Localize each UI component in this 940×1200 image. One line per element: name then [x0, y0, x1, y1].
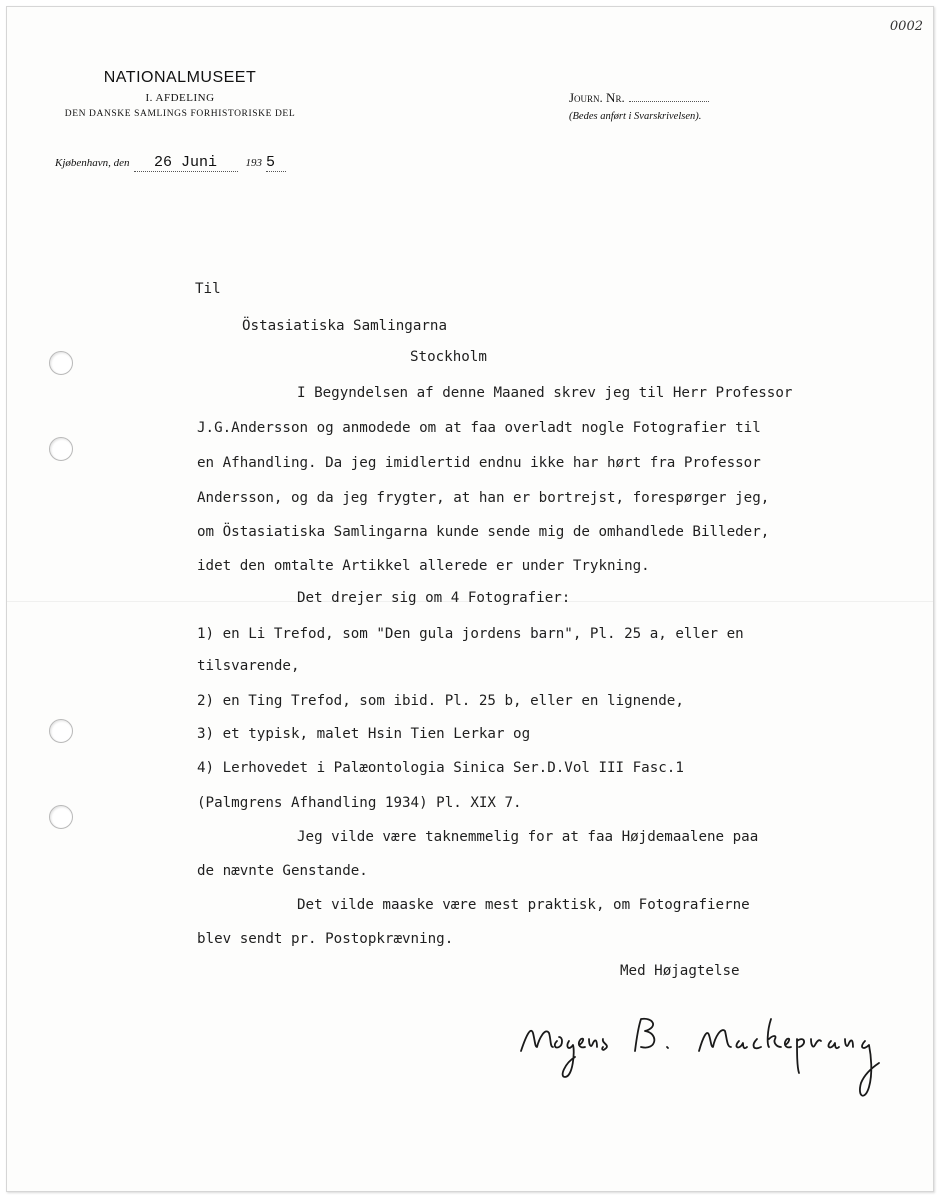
punch-hole — [49, 719, 73, 743]
journal-label: Journ. Nr. — [569, 90, 625, 105]
page-number: 0002 — [889, 19, 923, 34]
section-name: DEN DANSKE SAMLINGS FORHISTORISKE DEL — [64, 109, 296, 119]
journal-note: (Bedes anført i Svarskrivelsen). — [569, 111, 702, 122]
recipient-name: Östasiatiska Samlingarna — [242, 318, 447, 334]
body-line: Jeg vilde være taknemmelig for at faa Højdemaalene paa — [297, 829, 759, 845]
body-line: tilsvarende, — [197, 658, 300, 674]
punch-hole — [49, 805, 73, 829]
closing: Med Højagtelse — [620, 963, 740, 979]
letter-page — [6, 6, 934, 1192]
signature — [517, 1007, 917, 1112]
body-line: 2) en Ting Trefod, som ibid. Pl. 25 b, eller en lignende, — [197, 693, 684, 709]
dateline — [55, 153, 286, 172]
body-line: I Begyndelsen af denne Maaned skrev jeg til Herr Professor — [297, 385, 793, 401]
body-line: om Östasiatiska Samlingarna kunde sende mig de omhandlede Billeder, — [197, 524, 770, 540]
letterhead — [45, 69, 315, 119]
body-line: blev sendt pr. Postopkrævning. — [197, 931, 454, 947]
body-line: Det vilde maaske være mest praktisk, om Fotografierne — [297, 897, 750, 913]
year-suffix: 5 — [266, 154, 286, 172]
handwritten-signature — [517, 1007, 917, 1107]
body-line: J.G.Andersson og anmodede om at faa overladt nogle Fotografier til — [197, 420, 761, 436]
journal-number-block — [569, 89, 709, 122]
body-line: 1) en Li Trefod, som "Den gula jordens barn", Pl. 25 a, eller en — [197, 626, 744, 642]
date-prefix: Kjøbenhavn, den — [55, 157, 130, 169]
recipient-city: Stockholm — [410, 349, 487, 365]
year-prefix: 193 — [245, 157, 263, 169]
body-line: idet den omtalte Artikkel allerede er under Trykning. — [197, 558, 650, 574]
body-line: en Afhandling. Da jeg imidlertid endnu ikke har hørt fra Professor — [197, 455, 761, 471]
museum-name: NATIONALMUSEET — [103, 69, 257, 86]
date-value: 26 Juni — [134, 154, 238, 172]
body-line: (Palmgrens Afhandling 1934) Pl. XIX 7. — [197, 795, 522, 811]
punch-hole — [49, 437, 73, 461]
body-line: Andersson, og da jeg frygter, at han er bortrejst, forespørger jeg, — [197, 490, 770, 506]
salutation: Til — [195, 281, 221, 297]
body-line: de nævnte Genstande. — [197, 863, 368, 879]
body-line: Det drejer sig om 4 Fotografier: — [297, 590, 571, 606]
body-line: 3) et typisk, malet Hsin Tien Lerkar og — [197, 726, 531, 742]
department-name: I. AFDELING — [145, 92, 215, 104]
journal-blank-line — [629, 101, 709, 102]
punch-hole — [49, 351, 73, 375]
body-line: 4) Lerhovedet i Palæontologia Sinica Ser.D.Vol III Fasc.1 — [197, 760, 684, 776]
